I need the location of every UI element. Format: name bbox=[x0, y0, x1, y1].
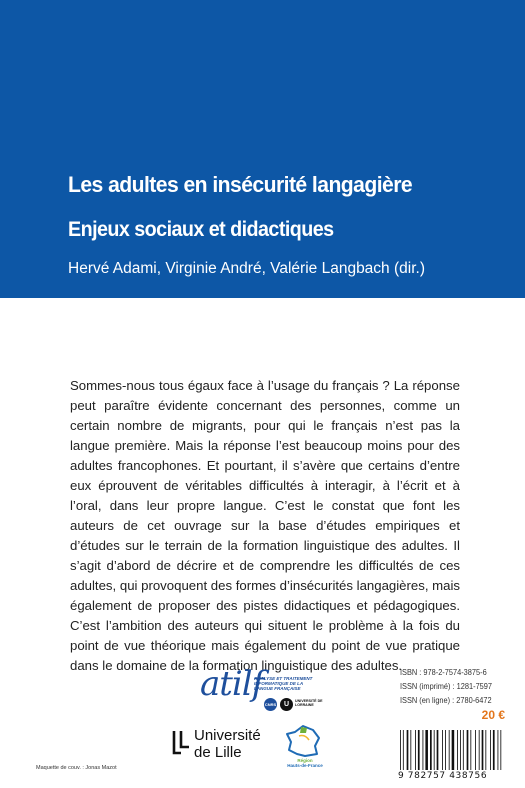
barcode-bar bbox=[425, 730, 428, 770]
barcode-bar bbox=[410, 730, 411, 770]
barcode-bar bbox=[430, 730, 432, 770]
barcode-bar bbox=[482, 730, 484, 770]
barcode-bar bbox=[467, 730, 469, 770]
region-hauts-de-france-logo bbox=[283, 724, 323, 768]
issn-print-line: ISSN (imprimé) : 1281-7597 bbox=[400, 681, 493, 691]
cover-design-credit: Maquette de couv. : Jonas Mazot bbox=[36, 765, 117, 771]
region-line-1: Région bbox=[297, 758, 313, 763]
barcode-bars bbox=[398, 730, 506, 772]
title-banner bbox=[0, 0, 525, 298]
barcode-bar bbox=[437, 730, 439, 770]
barcode-bar bbox=[457, 730, 458, 770]
isbn-line: ISBN : 978-2-7574-3875-6 bbox=[400, 667, 487, 677]
barcode-bar bbox=[452, 730, 455, 770]
barcode-bar bbox=[479, 730, 480, 770]
universite-de-lille-text bbox=[194, 727, 261, 761]
lille-line-2: de Lille bbox=[194, 744, 242, 761]
barcode-bar bbox=[493, 730, 495, 770]
publication-ids bbox=[400, 665, 491, 707]
barcode-bar bbox=[445, 730, 446, 770]
barcode-bar bbox=[460, 730, 461, 770]
universite-lorraine-label: UNIVERSITÉ DE LORRAINE bbox=[295, 699, 323, 708]
barcode-bar bbox=[485, 730, 486, 770]
ean13-barcode-icon bbox=[398, 730, 506, 772]
region-line-2: Hauts-de-France bbox=[287, 763, 323, 768]
barcode-bar bbox=[400, 730, 401, 770]
barcode-bar bbox=[500, 730, 501, 770]
back-cover-blurb: Sommes-nous tous égaux face à l’usage du français ? La réponse peut paraître évidente concernant des personnes, comme un certain nombre de migrants, pour qui le français n’est pas la langue première. Mais la réponse l’est beaucoup moins pour des adultes francophones. Et pourtant, il s’avère que certains d’entre eux éprouvent de véritables difficultés à interagir, à l’écrit et à l’oral, dans leur propre langue. C’est le constat que font les auteurs de cet ouvrage sur la base d’études empiriques et d’études sur le terrain de la formation linguistique des adultes. Il s’agit d’abord de décrire et de comprendre les difficultés de ces adultes, qui provoquent des formes d’insécurités langagières, mais également de proposer des pistes didactiques et pédagogiques. C’est l’ambition des auteurs qui situent le problème à la fois du point de vue théorique mais également du point de vue pratique dans le domaine de la formation linguistique des adultes. bbox=[70, 378, 460, 673]
barcode-bar bbox=[403, 730, 404, 770]
book-title: Les adultes en insécurité langagière bbox=[68, 172, 413, 197]
cnrs-logo-icon: CNRS bbox=[264, 698, 277, 711]
barcode-bar bbox=[463, 730, 464, 770]
book-authors: Hervé Adami, Virginie André, Valérie Langbach (dir.) bbox=[68, 260, 425, 277]
issn-online-line: ISSN (en ligne) : 2780-6472 bbox=[400, 695, 492, 705]
barcode-bar bbox=[442, 730, 443, 770]
region-label bbox=[283, 758, 327, 768]
atilf-tagline: ANALYSE ET TRAITEMENT INFORMATIQUE DE LA LANGUE FRANÇAISE bbox=[254, 676, 313, 691]
atilf-logo bbox=[200, 662, 323, 714]
lille-line-1: Université bbox=[194, 727, 261, 744]
universite-lorraine-logo-icon: U bbox=[280, 698, 293, 711]
barcode-bar bbox=[434, 730, 435, 770]
barcode-bar bbox=[449, 730, 450, 770]
barcode-bar bbox=[423, 730, 424, 770]
barcode-bar bbox=[415, 730, 416, 770]
book-subtitle: Enjeux sociaux et didactiques bbox=[68, 218, 334, 241]
barcode-digits: 9 782757 438756 bbox=[398, 771, 488, 781]
double-L-icon bbox=[172, 731, 192, 757]
price-label: 20 € bbox=[481, 708, 505, 722]
atilf-wordmark: atilf bbox=[200, 664, 264, 704]
universite-de-lille-logo bbox=[172, 727, 272, 761]
france-map-icon bbox=[283, 724, 323, 758]
barcode-bar bbox=[498, 730, 499, 770]
barcode-bar bbox=[490, 730, 491, 770]
barcode-bar bbox=[475, 730, 476, 770]
barcode-bar bbox=[407, 730, 409, 770]
barcode-bar bbox=[470, 730, 471, 770]
barcode-bar bbox=[418, 730, 420, 770]
